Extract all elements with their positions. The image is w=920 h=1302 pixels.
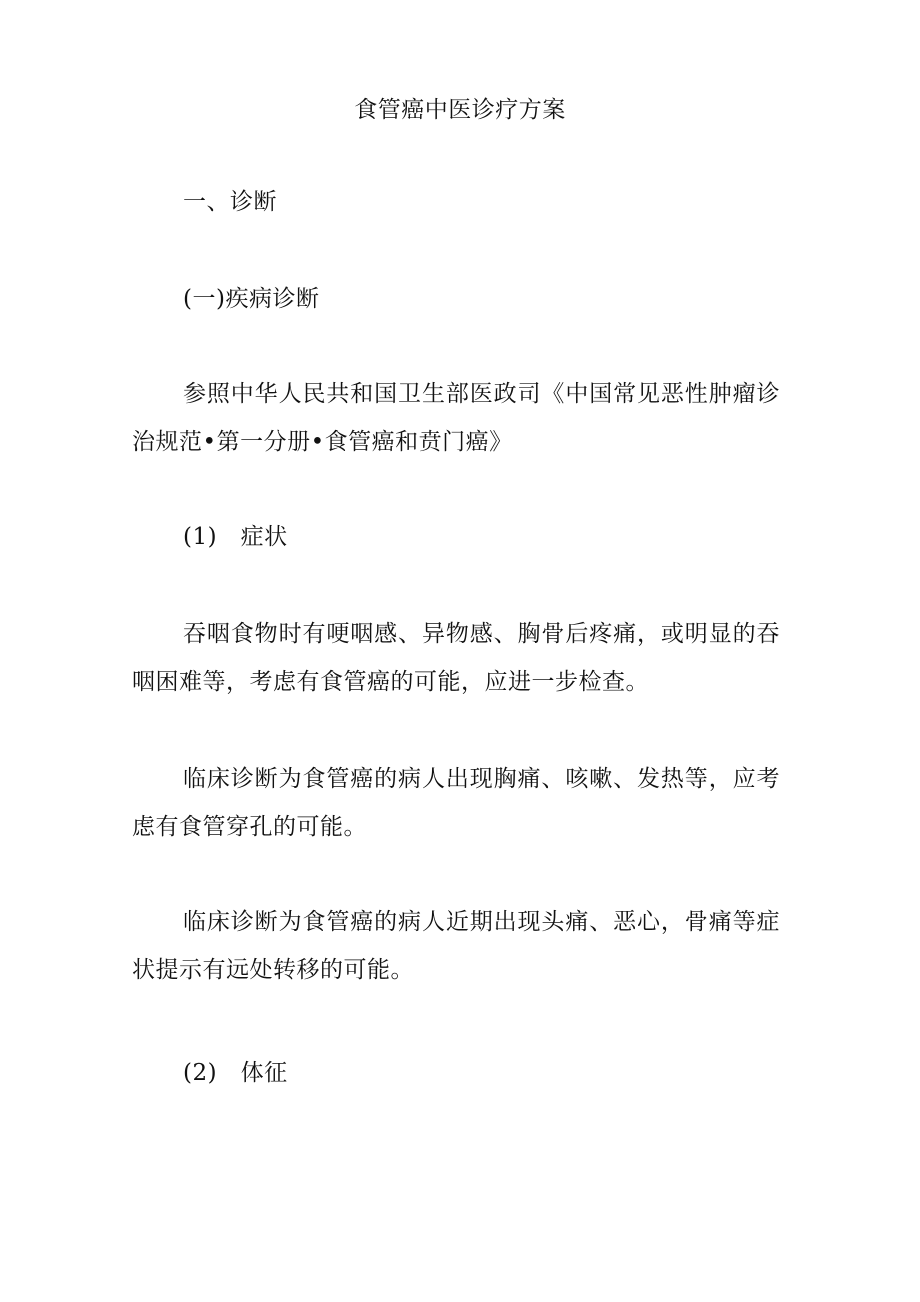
document-title: 食管癌中医诊疗方案 [354,97,566,123]
symptom-paragraph: 临床诊断为食管癌的病人近期出现头痛、恶心，骨痛等症状提示有远处转移的可能。 [132,909,780,983]
reference-paragraph: 参照中华人民共和国卫生部医政司《中国常见恶性肿瘤诊治规范•第一分册•食管癌和贲门癌》 [132,381,780,455]
item-heading-symptoms: (1) 症状 [183,524,288,550]
symptom-paragraph: 吞咽食物时有哽咽感、异物感、胸骨后疼痛，或明显的吞咽困难等，考虑有食管癌的可能，应进一步检查。 [132,621,780,695]
item-heading-signs: (2) 体征 [183,1060,288,1086]
section-heading-diagnosis: 一、诊断 [183,189,277,215]
symptom-paragraph: 临床诊断为食管癌的病人出现胸痛、咳嗽、发热等，应考虑有食管穿孔的可能。 [132,766,780,840]
subsection-heading-disease-diagnosis: (一)疾病诊断 [183,286,320,312]
